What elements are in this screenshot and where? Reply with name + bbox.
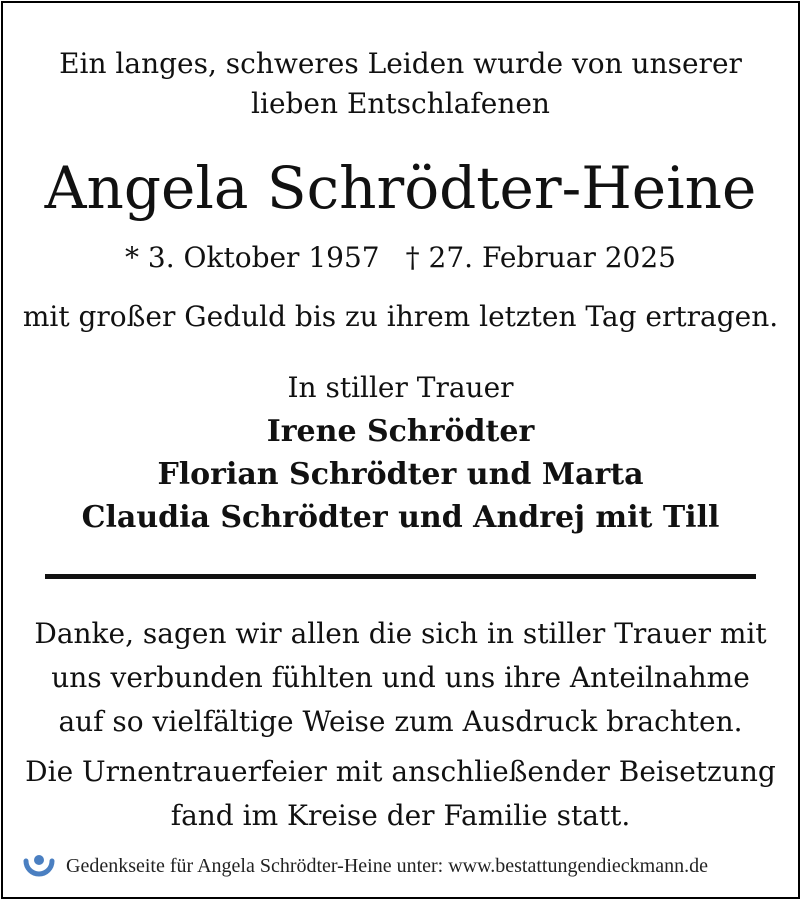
memorial-logo-icon bbox=[22, 849, 56, 883]
mourner-name: Florian Schrödter und Marta bbox=[157, 457, 644, 492]
thanks-line: Danke, sagen wir allen die sich in stiller Trauer mit bbox=[34, 617, 767, 650]
mourning-heading: In stiller Trauer bbox=[287, 371, 514, 404]
closing-text: mit großer Geduld bis zu ihrem letzten Tag ertragen. bbox=[22, 300, 779, 333]
intro-text bbox=[0, 44, 801, 124]
intro-line: lieben Entschlafenen bbox=[251, 87, 550, 120]
memorial-footer bbox=[22, 848, 708, 884]
life-dates bbox=[0, 238, 801, 278]
birth-date: * 3. Oktober 1957 bbox=[125, 241, 380, 274]
intro-line: Ein langes, schweres Leiden wurde von unserer bbox=[59, 47, 742, 80]
deceased-name: Angela Schrödter-Heine bbox=[44, 154, 757, 222]
mourner-name: Claudia Schrödter und Andrej mit Till bbox=[81, 500, 720, 535]
funeral-line: Die Urnentrauerfeier mit anschließender Beisetzung bbox=[25, 755, 776, 788]
mourner-name: Irene Schrödter bbox=[266, 414, 535, 449]
divider-line bbox=[45, 574, 756, 579]
funeral-line: fand im Kreise der Familie statt. bbox=[170, 799, 631, 832]
funeral-text bbox=[0, 750, 801, 838]
thanks-text bbox=[0, 612, 801, 744]
thanks-line: auf so vielfältige Weise zum Ausdruck brachten. bbox=[58, 705, 743, 738]
thanks-line: uns verbunden fühlten und uns ihre Anteilnahme bbox=[51, 661, 750, 694]
memorial-link-text[interactable]: Gedenkseite für Angela Schrödter-Heine unter: www.bestattungendieckmann.de bbox=[66, 854, 708, 877]
death-date: † 27. Februar 2025 bbox=[405, 241, 676, 274]
mourner-names bbox=[0, 410, 801, 539]
